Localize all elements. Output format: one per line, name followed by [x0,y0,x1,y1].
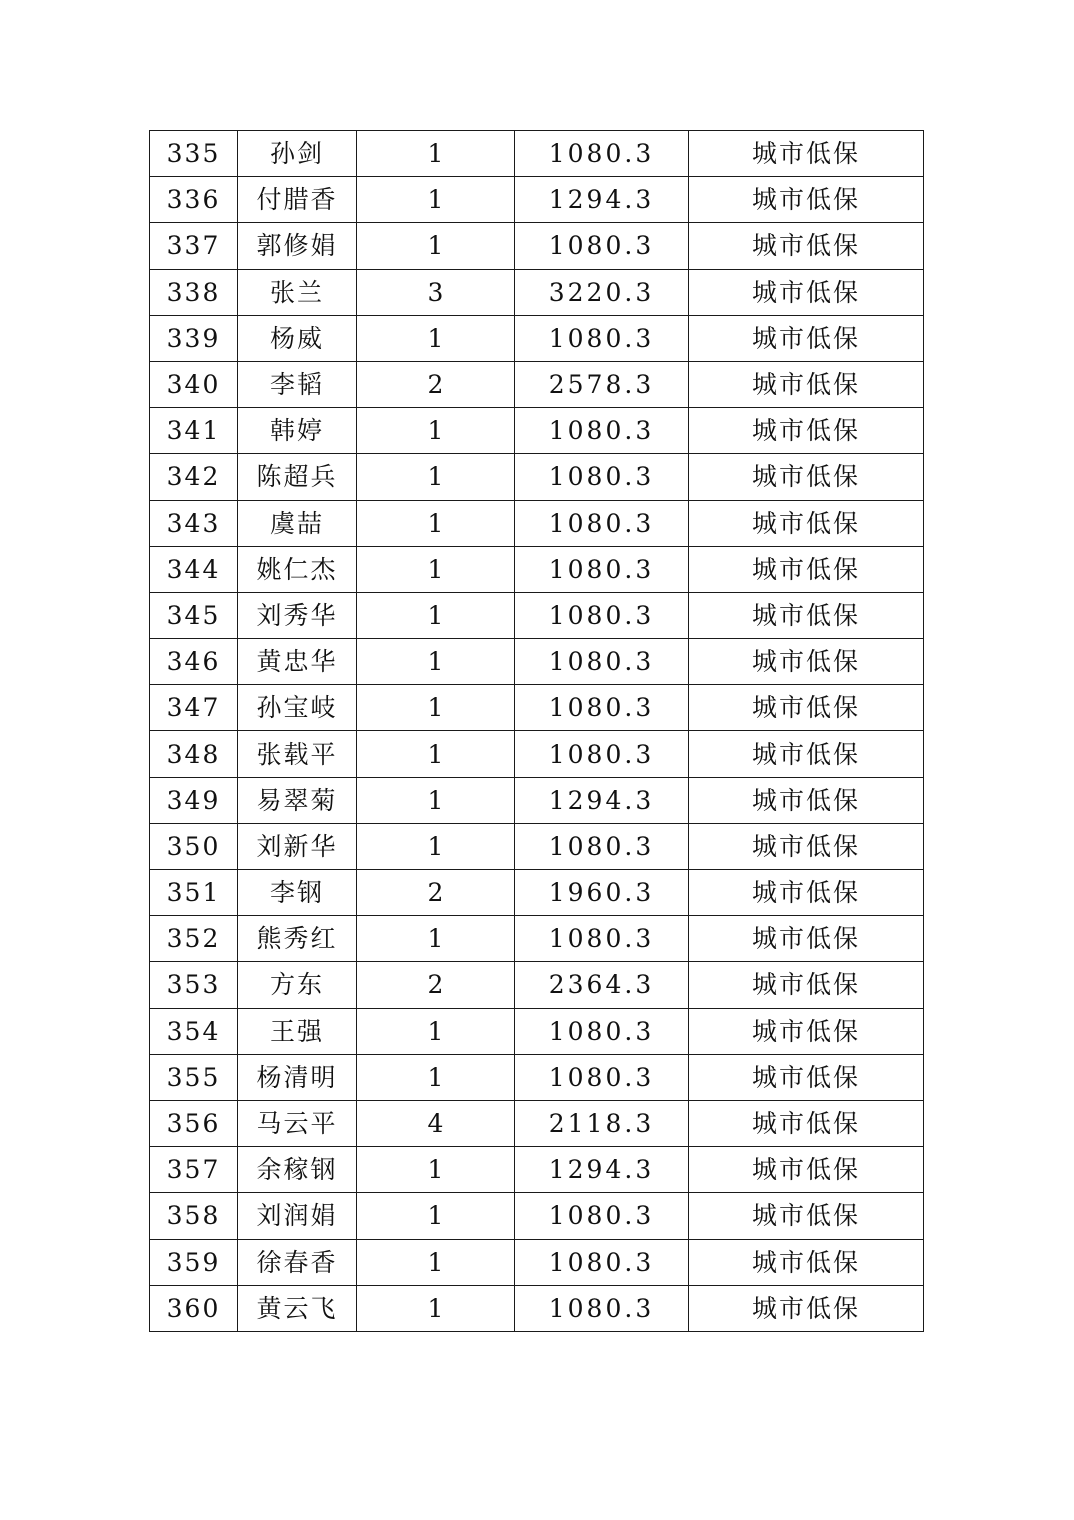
row-number-cell: 359 [150,1239,238,1285]
household-count-cell: 1 [357,454,515,500]
household-count-cell: 2 [357,962,515,1008]
amount-cell: 1294.3 [515,1147,689,1193]
household-count-cell: 1 [357,500,515,546]
table-row [150,223,924,269]
amount-cell: 1080.3 [515,408,689,454]
household-count-cell: 1 [357,639,515,685]
household-count-cell: 1 [357,315,515,361]
row-number-cell: 350 [150,823,238,869]
amount-cell: 1080.3 [515,454,689,500]
amount-cell: 1294.3 [515,777,689,823]
table-row [150,269,924,315]
recipient-name-cell: 孙剑 [238,131,357,177]
amount-cell: 1080.3 [515,1239,689,1285]
row-number-cell: 353 [150,962,238,1008]
row-number-cell: 358 [150,1193,238,1239]
row-number-cell: 345 [150,592,238,638]
recipient-name-cell: 李韬 [238,361,357,407]
row-number-cell: 344 [150,546,238,592]
recipient-name-cell: 黄云飞 [238,1285,357,1331]
recipient-name-cell: 刘新华 [238,823,357,869]
table-row [150,1054,924,1100]
table-row [150,315,924,361]
row-number-cell: 343 [150,500,238,546]
table-row [150,592,924,638]
recipient-name-cell: 陈超兵 [238,454,357,500]
recipient-name-cell: 黄忠华 [238,639,357,685]
row-number-cell: 335 [150,131,238,177]
recipient-name-cell: 易翠菊 [238,777,357,823]
table-row [150,500,924,546]
recipient-name-cell: 孙宝岐 [238,685,357,731]
household-count-cell: 2 [357,361,515,407]
amount-cell: 1080.3 [515,916,689,962]
row-number-cell: 342 [150,454,238,500]
table-row [150,454,924,500]
roster-table-body [150,131,924,1332]
assistance-type-cell: 城市低保 [689,685,924,731]
recipient-name-cell: 杨清明 [238,1054,357,1100]
recipient-name-cell: 刘润娟 [238,1193,357,1239]
amount-cell: 1080.3 [515,1193,689,1239]
row-number-cell: 356 [150,1100,238,1146]
table-row [150,916,924,962]
table-row [150,777,924,823]
household-count-cell: 1 [357,592,515,638]
household-count-cell: 1 [357,685,515,731]
row-number-cell: 346 [150,639,238,685]
table-row [150,131,924,177]
assistance-type-cell: 城市低保 [689,1239,924,1285]
amount-cell: 1080.3 [515,131,689,177]
household-count-cell: 1 [357,777,515,823]
row-number-cell: 341 [150,408,238,454]
amount-cell: 1080.3 [515,546,689,592]
assistance-type-cell: 城市低保 [689,315,924,361]
assistance-type-cell: 城市低保 [689,131,924,177]
row-number-cell: 339 [150,315,238,361]
row-number-cell: 340 [150,361,238,407]
row-number-cell: 355 [150,1054,238,1100]
assistance-type-cell: 城市低保 [689,962,924,1008]
recipient-name-cell: 郭修娟 [238,223,357,269]
household-count-cell: 1 [357,1008,515,1054]
row-number-cell: 360 [150,1285,238,1331]
assistance-type-cell: 城市低保 [689,408,924,454]
assistance-type-cell: 城市低保 [689,361,924,407]
amount-cell: 1080.3 [515,685,689,731]
amount-cell: 1080.3 [515,315,689,361]
amount-cell: 1080.3 [515,592,689,638]
table-row [150,685,924,731]
table-row [150,639,924,685]
assistance-type-cell: 城市低保 [689,223,924,269]
recipient-name-cell: 熊秀红 [238,916,357,962]
assistance-type-cell: 城市低保 [689,1054,924,1100]
household-count-cell: 1 [357,408,515,454]
amount-cell: 3220.3 [515,269,689,315]
assistance-type-cell: 城市低保 [689,916,924,962]
recipient-name-cell: 张载平 [238,731,357,777]
table-row [150,1193,924,1239]
recipient-name-cell: 杨威 [238,315,357,361]
recipient-name-cell: 姚仁杰 [238,546,357,592]
household-count-cell: 3 [357,269,515,315]
assistance-type-cell: 城市低保 [689,823,924,869]
household-count-cell: 1 [357,731,515,777]
table-row [150,361,924,407]
assistance-type-cell: 城市低保 [689,731,924,777]
assistance-type-cell: 城市低保 [689,269,924,315]
table-row [150,962,924,1008]
row-number-cell: 348 [150,731,238,777]
recipient-name-cell: 张兰 [238,269,357,315]
household-count-cell: 1 [357,131,515,177]
household-count-cell: 1 [357,916,515,962]
table-row [150,1100,924,1146]
assistance-type-cell: 城市低保 [689,500,924,546]
table-row [150,731,924,777]
assistance-type-cell: 城市低保 [689,1100,924,1146]
assistance-type-cell: 城市低保 [689,177,924,223]
amount-cell: 1080.3 [515,1285,689,1331]
assistance-type-cell: 城市低保 [689,1285,924,1331]
household-count-cell: 1 [357,823,515,869]
table-row [150,1239,924,1285]
row-number-cell: 336 [150,177,238,223]
roster-table [149,130,924,1332]
amount-cell: 1080.3 [515,500,689,546]
assistance-type-cell: 城市低保 [689,1147,924,1193]
assistance-type-cell: 城市低保 [689,777,924,823]
recipient-name-cell: 刘秀华 [238,592,357,638]
row-number-cell: 349 [150,777,238,823]
table-row [150,546,924,592]
amount-cell: 1080.3 [515,731,689,777]
recipient-name-cell: 徐春香 [238,1239,357,1285]
recipient-name-cell: 余稼钢 [238,1147,357,1193]
amount-cell: 1080.3 [515,223,689,269]
table-row [150,408,924,454]
row-number-cell: 338 [150,269,238,315]
recipient-name-cell: 付腊香 [238,177,357,223]
household-count-cell: 4 [357,1100,515,1146]
assistance-type-cell: 城市低保 [689,546,924,592]
recipient-name-cell: 方东 [238,962,357,1008]
household-count-cell: 1 [357,1193,515,1239]
recipient-name-cell: 虞喆 [238,500,357,546]
household-count-cell: 1 [357,1147,515,1193]
row-number-cell: 357 [150,1147,238,1193]
recipient-name-cell: 韩婷 [238,408,357,454]
household-count-cell: 1 [357,1054,515,1100]
household-count-cell: 1 [357,1285,515,1331]
amount-cell: 1080.3 [515,1054,689,1100]
amount-cell: 1294.3 [515,177,689,223]
table-row [150,823,924,869]
table-row [150,1147,924,1193]
assistance-type-cell: 城市低保 [689,1193,924,1239]
row-number-cell: 351 [150,870,238,916]
amount-cell: 1080.3 [515,823,689,869]
row-number-cell: 347 [150,685,238,731]
table-row [150,1008,924,1054]
recipient-name-cell: 李钢 [238,870,357,916]
household-count-cell: 2 [357,870,515,916]
household-count-cell: 1 [357,1239,515,1285]
amount-cell: 1080.3 [515,1008,689,1054]
amount-cell: 2578.3 [515,361,689,407]
amount-cell: 1960.3 [515,870,689,916]
household-count-cell: 1 [357,546,515,592]
assistance-type-cell: 城市低保 [689,870,924,916]
household-count-cell: 1 [357,177,515,223]
table-row [150,1285,924,1331]
row-number-cell: 337 [150,223,238,269]
amount-cell: 2364.3 [515,962,689,1008]
table-row [150,870,924,916]
row-number-cell: 352 [150,916,238,962]
assistance-type-cell: 城市低保 [689,592,924,638]
amount-cell: 1080.3 [515,639,689,685]
row-number-cell: 354 [150,1008,238,1054]
assistance-type-cell: 城市低保 [689,639,924,685]
assistance-type-cell: 城市低保 [689,454,924,500]
amount-cell: 2118.3 [515,1100,689,1146]
recipient-name-cell: 马云平 [238,1100,357,1146]
assistance-type-cell: 城市低保 [689,1008,924,1054]
recipient-name-cell: 王强 [238,1008,357,1054]
table-row [150,177,924,223]
household-count-cell: 1 [357,223,515,269]
